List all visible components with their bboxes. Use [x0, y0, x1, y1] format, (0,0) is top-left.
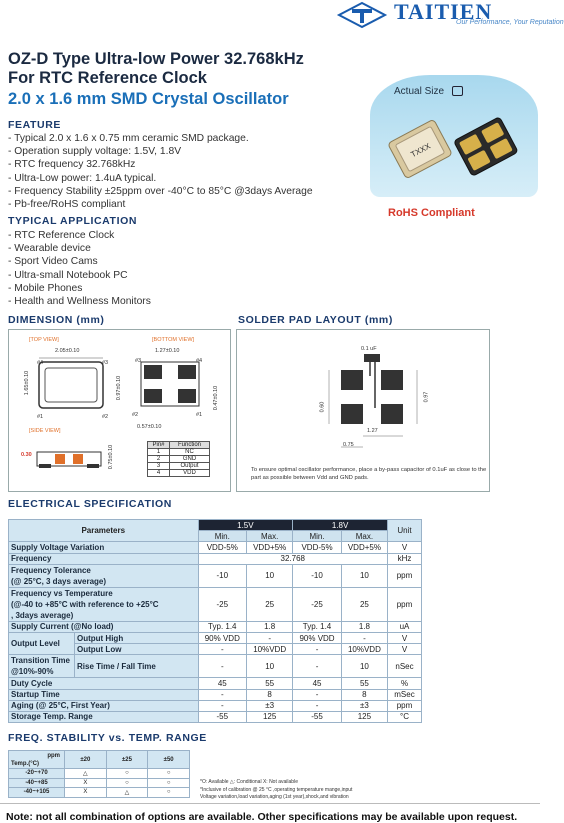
- cell: -: [247, 632, 293, 643]
- brand-name: TAITIEN: [394, 0, 493, 24]
- cell: 10: [247, 564, 293, 587]
- sub-param: Output Low: [75, 644, 199, 655]
- bypass-capacitor-note: To ensure optimal oscillator performance, place a by-pass capacitor of 0.1uF as close to the part as possible between Vdd and GND pads.: [251, 467, 487, 481]
- pin-function: NC: [170, 449, 210, 456]
- cell: -10: [293, 564, 342, 587]
- application-heading: TYPICAL APPLICATION: [8, 215, 138, 227]
- cell: X: [65, 778, 107, 788]
- feature-item: - Typical 2.0 x 1.6 x 0.75 mm ceramic SMD package.: [8, 133, 249, 144]
- cell: 8: [247, 689, 293, 700]
- param-name: Frequency: [9, 553, 199, 564]
- cell: X: [65, 788, 107, 798]
- pin-number: 3: [148, 463, 170, 470]
- table-row: [9, 655, 422, 678]
- taitien-logo-icon: [338, 2, 386, 28]
- cell: ±3: [247, 700, 293, 711]
- pin3-bottom: #3: [135, 358, 142, 364]
- cell: ±3: [341, 700, 387, 711]
- param-name: Startup Time: [9, 689, 199, 700]
- params-header: Parameters: [9, 520, 199, 542]
- part-marking: TXXX: [409, 141, 433, 160]
- application-item: - Wearable device: [8, 243, 91, 255]
- actual-size-panel: [370, 75, 538, 197]
- legend-line: *Inclusive of calibration @ 25 °C ,operating temperature mange,input: [200, 786, 353, 793]
- electrical-heading: ELECTRICAL SPECIFICATION: [8, 498, 172, 510]
- pin-number: 1: [148, 449, 170, 456]
- cell: 10: [341, 564, 387, 587]
- divider: [0, 803, 540, 804]
- table-row: [9, 678, 422, 689]
- cell: -: [293, 644, 342, 655]
- max-header: Max.: [247, 531, 293, 542]
- pad-dim-c: 1.27: [367, 428, 378, 434]
- table-row: [9, 621, 422, 632]
- ppm-col-header: ±50: [148, 751, 190, 769]
- cell: Typ. 1.4: [293, 621, 342, 632]
- cell: VDD+5%: [341, 542, 387, 553]
- dim-pad-v: 0.47±0.10: [213, 385, 220, 411]
- freq-stability-table: [8, 750, 190, 798]
- dim-height: 1.65±0.10: [24, 370, 31, 396]
- feature-item: - Operation supply voltage: 1.5V, 1.8V: [8, 146, 182, 158]
- solder-heading: SOLDER PAD LAYOUT (mm): [238, 314, 393, 326]
- table-row: [9, 553, 422, 564]
- table-row: [9, 778, 190, 788]
- application-item: - RTC Reference Clock: [8, 230, 115, 241]
- rohs-badge: RoHS Compliant: [388, 207, 475, 219]
- side-view-drawing: [27, 446, 107, 476]
- table-row: [9, 700, 422, 711]
- product-title-line3: 2.0 x 1.6 mm SMD Crystal Oscillator: [8, 90, 289, 108]
- legend-line: Voltage variation,load variation,aging (1st year),shock,and vibration: [200, 794, 349, 800]
- bottom-view-drawing: [137, 360, 205, 418]
- max-header: Max.: [341, 531, 387, 542]
- param-name: Supply Voltage Variation: [9, 542, 199, 553]
- unit-cell: V: [388, 632, 422, 643]
- table-row: [9, 542, 422, 553]
- unit-cell: ppm: [388, 587, 422, 621]
- pad-dim-d: 0.75: [343, 442, 354, 448]
- dim-pad-pitch: 1.27±0.10: [155, 348, 180, 354]
- pin-function: GND: [170, 456, 210, 463]
- electrical-spec-table: [8, 519, 422, 723]
- unit-cell: ppm: [388, 700, 422, 711]
- cell: -: [341, 632, 387, 643]
- crystal-oscillator-photo: [380, 107, 530, 187]
- pin-function: Output: [170, 463, 210, 470]
- legend-line: *O: Available △: Conditional X: Not available: [200, 779, 298, 785]
- unit-cell: mSec: [388, 689, 422, 700]
- min-header: Min.: [198, 531, 247, 542]
- pad-dim-a: 0.60: [319, 401, 326, 413]
- cell: 45: [198, 678, 247, 689]
- cell: 10%VDD: [247, 644, 293, 655]
- application-item: - Mobile Phones: [8, 282, 83, 294]
- pin-table-header: Function: [170, 442, 210, 449]
- cell: VDD-5%: [293, 542, 342, 553]
- param-name: Duty Cycle: [9, 678, 199, 689]
- cell: -55: [198, 711, 247, 722]
- cell: 25: [247, 587, 293, 621]
- cell: -: [198, 700, 247, 711]
- cell: 1.8: [247, 621, 293, 632]
- table-row: [9, 564, 422, 587]
- brand-tagline: Our Performance, Your Reputation: [456, 19, 564, 26]
- cell: ○: [148, 788, 190, 798]
- application-item: - Ultra-small Notebook PC: [8, 269, 128, 281]
- cell: -: [293, 700, 342, 711]
- param-name: Transition Time @10%-90%: [9, 655, 75, 678]
- feature-item: - Ultra-Low power: 1.4uA typical.: [8, 172, 157, 184]
- pin-number: 4: [148, 470, 170, 477]
- cell: -: [198, 655, 247, 678]
- sub-param: Output High: [75, 632, 199, 643]
- pin1-bottom: #1: [196, 412, 203, 418]
- unit-cell: ppm: [388, 564, 422, 587]
- unit-cell: uA: [388, 621, 422, 632]
- unit-header: Unit: [388, 520, 422, 542]
- dim-width: 2.05±0.10: [55, 348, 80, 354]
- cell: 25: [341, 587, 387, 621]
- application-list: [8, 229, 151, 308]
- pin-table: [147, 441, 210, 477]
- param-name: Frequency vs Temperature (@-40 to +85°C with reference to +25°C , 3days average): [9, 587, 199, 621]
- freq-stab-legend: [200, 779, 352, 802]
- feature-item: - Pb-free/RoHS compliant: [8, 199, 126, 211]
- corner-cell: ppm Temp.(°C): [9, 751, 65, 769]
- unit-cell: V: [388, 542, 422, 553]
- ppm-col-header: ±20: [65, 751, 107, 769]
- table-row: [9, 788, 190, 798]
- unit-cell: V: [388, 644, 422, 655]
- cell: 8: [341, 689, 387, 700]
- actual-size-label: Actual Size: [394, 86, 445, 97]
- param-name: Output Level: [9, 632, 75, 654]
- top-view-drawing: [29, 356, 124, 422]
- dimension-heading: DIMENSION (mm): [8, 314, 105, 326]
- feature-item: - Frequency Stability ±25ppm over -40°C to 85°C @3days Average: [8, 185, 313, 197]
- cell: -: [198, 644, 247, 655]
- cell: -: [293, 689, 342, 700]
- param-name: Aging (@ 25°C, First Year): [9, 700, 199, 711]
- feature-heading: FEATURE: [8, 119, 62, 131]
- cell: -: [198, 689, 247, 700]
- side-mark: 0.30: [21, 452, 32, 458]
- table-row: [9, 587, 422, 621]
- pin-number: 2: [148, 456, 170, 463]
- pin4-bottom: #4: [196, 358, 203, 364]
- table-row: [9, 689, 422, 700]
- dim-pad-w: 0.57±0.10: [137, 424, 162, 430]
- param-name: Storage Temp. Range: [9, 711, 199, 722]
- cell: 125: [247, 711, 293, 722]
- cell: 90% VDD: [293, 632, 342, 643]
- unit-cell: %: [388, 678, 422, 689]
- product-title-line1: OZ-D Type Ultra-low Power 32.768kHz: [8, 50, 304, 68]
- feature-list: [8, 132, 313, 211]
- v15-header: 1.5V: [198, 520, 293, 531]
- unit-cell: kHz: [388, 553, 422, 564]
- cell: ○: [106, 778, 148, 788]
- cell: Typ. 1.4: [198, 621, 247, 632]
- param-name: Frequency Tolerance (@ 25°C, 3 days average): [9, 564, 199, 587]
- sub-param: Rise Time / Fall Time: [75, 655, 199, 678]
- dim-pad-h: 0.97±0.10: [116, 375, 123, 401]
- cell: 45: [293, 678, 342, 689]
- cell: -25: [198, 587, 247, 621]
- capacitor-label: 0.1 uF: [361, 346, 377, 352]
- pin4-top: #4: [37, 360, 44, 366]
- cell: -10: [198, 564, 247, 587]
- cell: VDD+5%: [247, 542, 293, 553]
- temp-range: -20~+70: [9, 769, 65, 779]
- unit-cell: nSec: [388, 655, 422, 678]
- cell: ○: [148, 769, 190, 779]
- cell: 55: [341, 678, 387, 689]
- cell: 90% VDD: [198, 632, 247, 643]
- cell: 32.768: [198, 553, 388, 564]
- pin3-top: #3: [102, 360, 109, 366]
- cell: ○: [148, 778, 190, 788]
- cell: -55: [293, 711, 342, 722]
- unit-cell: °C: [388, 711, 422, 722]
- solder-pad-drawing: [236, 329, 490, 492]
- application-item: - Health and Wellness Monitors: [8, 296, 151, 308]
- application-item: - Sport Video Cams: [8, 256, 98, 268]
- freq-stab-heading: FREQ. STABILITY vs. TEMP. RANGE: [8, 732, 207, 744]
- actual-size-icon: [452, 86, 463, 96]
- side-view-label: [SIDE VIEW]: [29, 428, 61, 434]
- pin2-top: #2: [102, 414, 109, 420]
- cell: △: [106, 788, 148, 798]
- table-row: [9, 769, 190, 779]
- cell: -: [293, 655, 342, 678]
- param-name: Supply Current (@No load): [9, 621, 199, 632]
- table-row: [9, 711, 422, 722]
- pin-table-header: Pin#: [148, 442, 170, 449]
- taitien-logo: [338, 0, 564, 32]
- temp-range: -40~+85: [9, 778, 65, 788]
- top-view-label: [TOP VIEW]: [29, 337, 59, 343]
- cell: 55: [247, 678, 293, 689]
- dimension-drawing: [8, 329, 231, 492]
- cell: 10%VDD: [341, 644, 387, 655]
- cell: -25: [293, 587, 342, 621]
- footer-note: Note: not all combination of options are available. Other specifications may be available upon request.: [6, 811, 518, 823]
- pin-function: VDD: [170, 470, 210, 477]
- cell: △: [65, 769, 107, 779]
- temp-range: -40~+105: [9, 788, 65, 798]
- pin1-top: #1: [37, 414, 44, 420]
- pin2-bottom: #2: [132, 412, 139, 418]
- cell: VDD-5%: [198, 542, 247, 553]
- cell: 10: [341, 655, 387, 678]
- pad-dim-b: 0.97: [423, 391, 430, 403]
- cell: 125: [341, 711, 387, 722]
- table-row: [9, 632, 422, 643]
- feature-item: - RTC frequency 32.768kHz: [8, 159, 136, 171]
- cell: 1.8: [341, 621, 387, 632]
- min-header: Min.: [293, 531, 342, 542]
- cell: ○: [106, 769, 148, 779]
- ppm-col-header: ±25: [106, 751, 148, 769]
- v18-header: 1.8V: [293, 520, 388, 531]
- bottom-view-label: [BOTTOM VIEW]: [152, 337, 195, 343]
- dim-thickness: 0.75±0.10: [108, 444, 115, 470]
- product-title-line2: For RTC Reference Clock: [8, 69, 207, 87]
- cell: 10: [247, 655, 293, 678]
